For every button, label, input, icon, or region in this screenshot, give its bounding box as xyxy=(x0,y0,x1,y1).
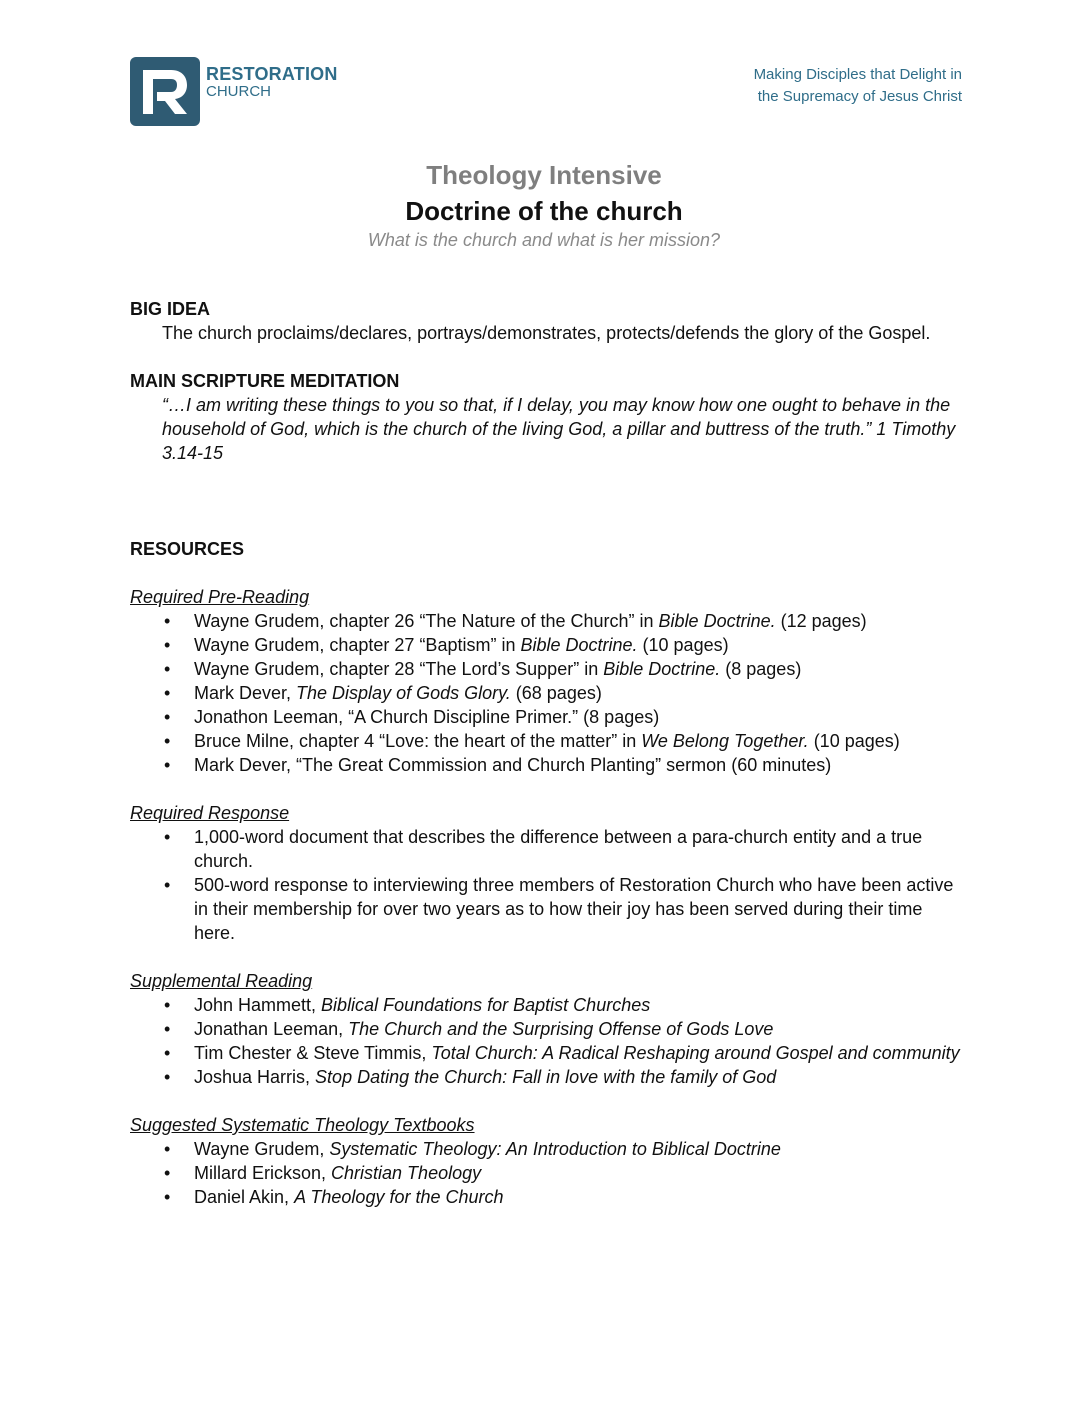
church-logo xyxy=(130,57,338,126)
list-item: • Wayne Grudem, chapter 28 “The Lord’s Supper” in Bible Doctrine. (8 pages) xyxy=(130,657,960,681)
textbooks-list xyxy=(130,1137,960,1209)
list-item: • John Hammett, Biblical Foundations for Baptist Churches xyxy=(130,993,960,1017)
logo-name: RESTORATION xyxy=(206,63,338,84)
supplemental-list xyxy=(130,993,960,1089)
session-question: What is the church and what is her mission? xyxy=(367,230,721,250)
list-item: • Joshua Harris, Stop Dating the Church: Fall in love with the family of God xyxy=(130,1065,960,1089)
list-item: • Bruce Milne, chapter 4 “Love: the heart of the matter” in We Belong Together. (10 pages) xyxy=(130,729,960,753)
response-heading: Required Response xyxy=(130,803,290,823)
session-title: Doctrine of the church xyxy=(405,196,683,226)
big-idea-text: The church proclaims/declares, portrays/demonstrates, protects/defends the glory of the Gospel. xyxy=(162,323,931,343)
list-item: • Wayne Grudem, chapter 27 “Baptism” in Bible Doctrine. (10 pages) xyxy=(130,633,960,657)
list-item: • Wayne Grudem, Systematic Theology: An Introduction to Biblical Doctrine xyxy=(130,1137,960,1161)
title-block xyxy=(0,158,1088,250)
list-item: • Tim Chester & Steve Timmis, Total Church: A Radical Reshaping around Gospel and community xyxy=(130,1041,960,1065)
supplemental-heading: Supplemental Reading xyxy=(130,971,313,991)
list-item: • Daniel Akin, A Theology for the Church xyxy=(130,1185,960,1209)
list-item: • Jonathon Leeman, “A Church Discipline Primer.” (8 pages) xyxy=(130,705,960,729)
meditation-text: “…I am writing these things to you so that, if I delay, you may know how one ought to behave in the household of God, which is the church of the living God, a pillar and buttress of the truth.” 1 Timothy 3.14-15 xyxy=(162,395,956,463)
list-item: • 1,000-word document that describes the difference between a para-church entity and a true church. xyxy=(130,825,960,873)
resources-heading: RESOURCES xyxy=(130,539,245,559)
document-body xyxy=(130,297,960,1209)
logo-subtitle: CHURCH xyxy=(206,82,271,100)
pre-reading-heading: Required Pre-Reading xyxy=(130,587,310,607)
response-list xyxy=(130,825,960,945)
list-item: • Mark Dever, “The Great Commission and Church Planting” sermon (60 minutes) xyxy=(130,753,960,777)
list-item: • Jonathan Leeman, The Church and the Surprising Offense of Gods Love xyxy=(130,1017,960,1041)
tagline xyxy=(754,64,962,108)
big-idea-heading: BIG IDEA xyxy=(130,299,211,319)
tagline-line-1: Making Disciples that Delight in xyxy=(753,66,962,83)
list-item: • Wayne Grudem, chapter 26 “The Nature of the Church” in Bible Doctrine. (12 pages) xyxy=(130,609,960,633)
pre-reading-list xyxy=(130,609,960,777)
list-item: • Millard Erickson, Christian Theology xyxy=(130,1161,960,1185)
list-item: • 500-word response to interviewing three members of Restoration Church who have been active in their membership for over two years as to how their joy has been served during their time here. xyxy=(130,873,960,945)
tagline-line-2: the Supremacy of Jesus Christ xyxy=(757,88,962,105)
course-title: Theology Intensive xyxy=(426,160,662,190)
r-logo-icon xyxy=(130,57,200,126)
textbooks-heading: Suggested Systematic Theology Textbooks xyxy=(130,1115,475,1135)
list-item: • Mark Dever, The Display of Gods Glory. (68 pages) xyxy=(130,681,960,705)
meditation-heading: MAIN SCRIPTURE MEDITATION xyxy=(130,371,400,391)
